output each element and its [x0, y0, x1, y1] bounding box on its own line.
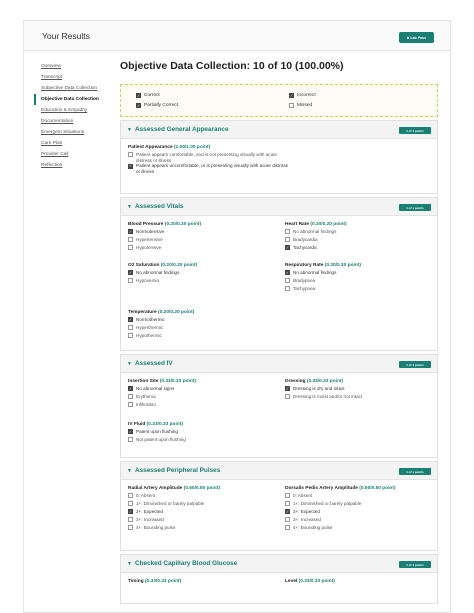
question-points: (0.20/0.20 point) [324, 263, 361, 268]
question-title: Blood Pressure [128, 222, 164, 227]
sidebar-item-education-empathy[interactable]: Education & Empathy [41, 108, 88, 113]
answer-option: ✓ Patent upon flushing [128, 428, 178, 434]
question-points: (0.33/0.33 point) [306, 379, 344, 384]
points-badge: 1 of 1 points [399, 561, 431, 568]
sidebar-item-documentation[interactable]: Documentation [41, 119, 74, 124]
legend-checkbox-icon: ✓ [136, 92, 141, 98]
checkbox-icon [128, 437, 133, 442]
question-title: Patient Appearance [128, 145, 173, 150]
section-body [121, 139, 437, 193]
checkbox-icon [285, 394, 290, 399]
section-peripheral-pulses [120, 461, 438, 551]
checkbox-icon: ✓ [128, 228, 133, 234]
question-points: (0.20/0.20 point) [164, 222, 202, 227]
question-title: Respiratory Rate [285, 263, 324, 268]
question-temperature [128, 309, 278, 341]
question-radial-artery [128, 485, 278, 533]
answer-option: ✓ No abnormal findings [128, 269, 180, 275]
chevron-down-icon: ▼ [127, 360, 132, 367]
checkbox-icon [128, 394, 133, 399]
answer-option: ✓ No abnormal signs [128, 385, 175, 391]
question-dressing [285, 378, 435, 402]
points-badge: 1 of 1 points [399, 127, 431, 134]
question-points: (0.20/0.20 point) [160, 263, 198, 268]
page-title: Objective Data Collection: 10 of 10 (100.00%) [120, 60, 344, 72]
checkbox-icon [128, 402, 133, 407]
checkbox-icon [128, 152, 133, 157]
checkbox-icon: ✓ [128, 316, 133, 322]
section-body [121, 373, 437, 457]
lab-pass-button[interactable] [399, 32, 434, 43]
answer-option: ✓ Tachycardic [285, 244, 318, 250]
sidebar-item-provider-call[interactable]: Provider Call [41, 152, 69, 157]
section-header[interactable] [121, 198, 437, 216]
question-points: (0.50/0.50 point) [359, 486, 396, 491]
checkbox-icon: ✓ [285, 508, 290, 514]
question-title: Dorsalis Pedis Artery Amplitude [285, 486, 358, 491]
checkbox-icon: ✓ [128, 428, 133, 434]
section-title: Assessed Vitals [135, 203, 184, 210]
legend-label: Missed [297, 103, 313, 108]
question-points: (0.33/0.33 point) [159, 379, 196, 384]
section-title: Assessed Peripheral Pulses [135, 467, 221, 474]
checkbox-icon: ✓ [128, 269, 133, 275]
section-header[interactable] [121, 355, 437, 373]
answer-option: 4+: Bounding pulse [285, 525, 435, 533]
legend-correct [136, 93, 160, 98]
main-content [120, 59, 438, 604]
question-title: Temperature [128, 310, 157, 315]
checkbox-icon [128, 525, 133, 530]
checkbox-icon [285, 286, 290, 291]
legend-missed [289, 103, 312, 108]
question-title: O2 Saturation [128, 263, 160, 268]
section-title: Checked Capillary Blood Glucose [135, 560, 238, 567]
checkbox-icon [285, 237, 290, 242]
legend-incorrect [289, 93, 316, 98]
checkbox-icon [128, 517, 133, 522]
question-points: (0.20/0.20 point) [158, 310, 195, 315]
result-legend [120, 84, 438, 117]
question-respiratory-rate [285, 262, 435, 294]
answer-option: ✓ Normothermic [128, 316, 165, 322]
points-badge: 1 of 1 points [399, 361, 431, 368]
section-body [121, 573, 437, 603]
legend-label: Incorrect [297, 93, 316, 98]
checkbox-icon: ✓ [285, 385, 290, 391]
answer-option: ✓ 2+: Expected [128, 508, 163, 514]
answer-option: No abnormal findings [285, 229, 435, 237]
checkbox-icon [128, 237, 133, 242]
chevron-down-icon: ▼ [127, 560, 132, 567]
legend-label: Correct [144, 93, 160, 98]
answer-option: 1+: Diminished or barely palpable [285, 501, 435, 509]
question-iv-fluid [128, 421, 278, 445]
answer-option: Hypertensive [128, 237, 278, 245]
sidebar-item-objective-data[interactable]: Objective Data Collection [34, 94, 114, 105]
answer-option: ✓ 2+: Expected [285, 508, 320, 514]
answer-option: ✓ Patient appears uncomfortable, or is presenting visually with acute distress or illness [128, 163, 288, 174]
answer-option: ✓ Normotensive [128, 228, 165, 234]
question-points: (0.20/0.20 point) [310, 222, 347, 227]
chevron-down-icon: ▼ [127, 126, 132, 133]
checkbox-icon [285, 229, 290, 234]
checkbox-icon [285, 517, 290, 522]
question-blood-pressure [128, 221, 278, 253]
sidebar-item-emergent-situations[interactable]: Emergent Situations [41, 130, 85, 135]
sidebar-item-subjective-data[interactable]: Subjective Data Collection [41, 86, 97, 91]
section-header[interactable] [121, 462, 437, 480]
checkbox-icon [128, 333, 133, 338]
question-title: Level [285, 579, 298, 584]
question-points: (0.33/0.33 point) [144, 579, 182, 584]
lab-pass-icon: ■ [406, 35, 410, 40]
checkbox-icon: ✓ [128, 163, 133, 169]
answer-option: Erythema [128, 394, 278, 402]
answer-option: Hyperthermic [128, 325, 278, 333]
checkbox-icon [285, 493, 290, 498]
legend-label: Partially Correct [144, 103, 179, 108]
answer-option: Dressing is moist and/or not intact [285, 394, 435, 402]
legend-checkbox-icon [289, 103, 294, 108]
question-heart-rate [285, 221, 435, 253]
answer-option: Not patent upon flushing [128, 437, 278, 445]
question-points: (0.50/0.50 point) [183, 486, 220, 491]
question-o2-saturation [128, 262, 278, 286]
section-vitals [120, 197, 438, 351]
checkbox-icon: ✓ [285, 244, 290, 250]
points-badge: 1 of 1 points [399, 204, 431, 211]
answer-option: 3+: Increased [285, 517, 435, 525]
legend-partially-correct [136, 103, 178, 108]
answer-option: ✓ Dressing is dry and intact [285, 385, 345, 391]
answer-option: Hypoxemia [128, 278, 278, 286]
question-points: (0.33/0.33 point) [298, 579, 335, 584]
checkbox-icon: ✓ [128, 508, 133, 514]
sidebar-item-overview[interactable]: Overview [41, 64, 61, 69]
answer-option: Tachypnea [285, 286, 435, 294]
question-title: Insertion Site [128, 379, 159, 384]
chevron-down-icon: ▼ [127, 467, 132, 474]
section-body [121, 216, 437, 350]
checkbox-icon: ✓ [128, 385, 133, 391]
question-points: (1.00/1.00 point) [173, 145, 211, 150]
results-title: Your Results [42, 31, 90, 41]
chevron-down-icon: ▼ [127, 203, 132, 210]
question-title: Dressing [285, 379, 306, 384]
answer-option: 3+: Increased [128, 517, 278, 525]
section-general-appearance [120, 120, 438, 194]
checkbox-icon [285, 278, 290, 283]
question-title: Timing [128, 579, 144, 584]
section-title: Assessed General Appearance [135, 126, 229, 133]
sidebar-nav [34, 61, 114, 171]
question-title: Radial Artery Amplitude [128, 486, 183, 491]
checkbox-icon [128, 245, 133, 250]
sidebar-item-reflection[interactable]: Reflection [41, 163, 63, 168]
results-panel [23, 20, 451, 613]
answer-option: 1+: Diminished or barely palpable [128, 501, 278, 509]
question-points: (0.33/0.33 point) [146, 422, 183, 427]
section-header[interactable] [121, 121, 437, 139]
answer-option: Patient appears comfortable, and is not presenting visually with acute distress or illness [128, 152, 293, 163]
answer-option: Hypothermic [128, 333, 278, 341]
answer-option: 4+: Bounding pulse [128, 525, 278, 533]
checkbox-icon: ✓ [285, 269, 290, 275]
answer-option: Hypotensive [128, 245, 278, 253]
checkbox-icon [128, 278, 133, 283]
legend-checkbox-icon: ✓ [136, 102, 141, 108]
results-header [24, 21, 450, 51]
checkbox-icon [285, 525, 290, 530]
question-patient-appearance [128, 144, 293, 174]
lab-pass-label: Lab Pass [410, 35, 427, 40]
section-body [121, 480, 437, 550]
points-badge: 1 of 1 points [399, 468, 431, 475]
checkbox-icon [285, 501, 290, 506]
checkbox-icon [128, 493, 133, 498]
question-timing [128, 578, 278, 586]
sidebar-item-care-plan[interactable]: Care Plan [41, 141, 63, 146]
answer-option: Infiltration [128, 402, 278, 410]
answer-option: 0: Absent [128, 493, 278, 501]
sidebar-item-transcript[interactable]: Transcript [41, 75, 63, 80]
question-title: IV Fluid [128, 422, 146, 427]
section-capillary-blood-glucose [120, 554, 438, 604]
answer-option: Bradypnea [285, 278, 435, 286]
legend-checkbox-icon: ✓ [289, 92, 294, 98]
answer-option: Bradycardia [285, 237, 435, 245]
question-dorsalis-pedis [285, 485, 435, 533]
answer-option: ✓ No abnormal findings [285, 269, 337, 275]
section-header[interactable] [121, 555, 437, 573]
question-level [285, 578, 435, 586]
question-title: Heart Rate [285, 222, 309, 227]
section-title: Assessed IV [135, 360, 173, 367]
answer-option: 0: Absent [285, 493, 435, 501]
checkbox-icon [128, 325, 133, 330]
section-iv [120, 354, 438, 458]
question-insertion-site [128, 378, 278, 410]
checkbox-icon [128, 501, 133, 506]
